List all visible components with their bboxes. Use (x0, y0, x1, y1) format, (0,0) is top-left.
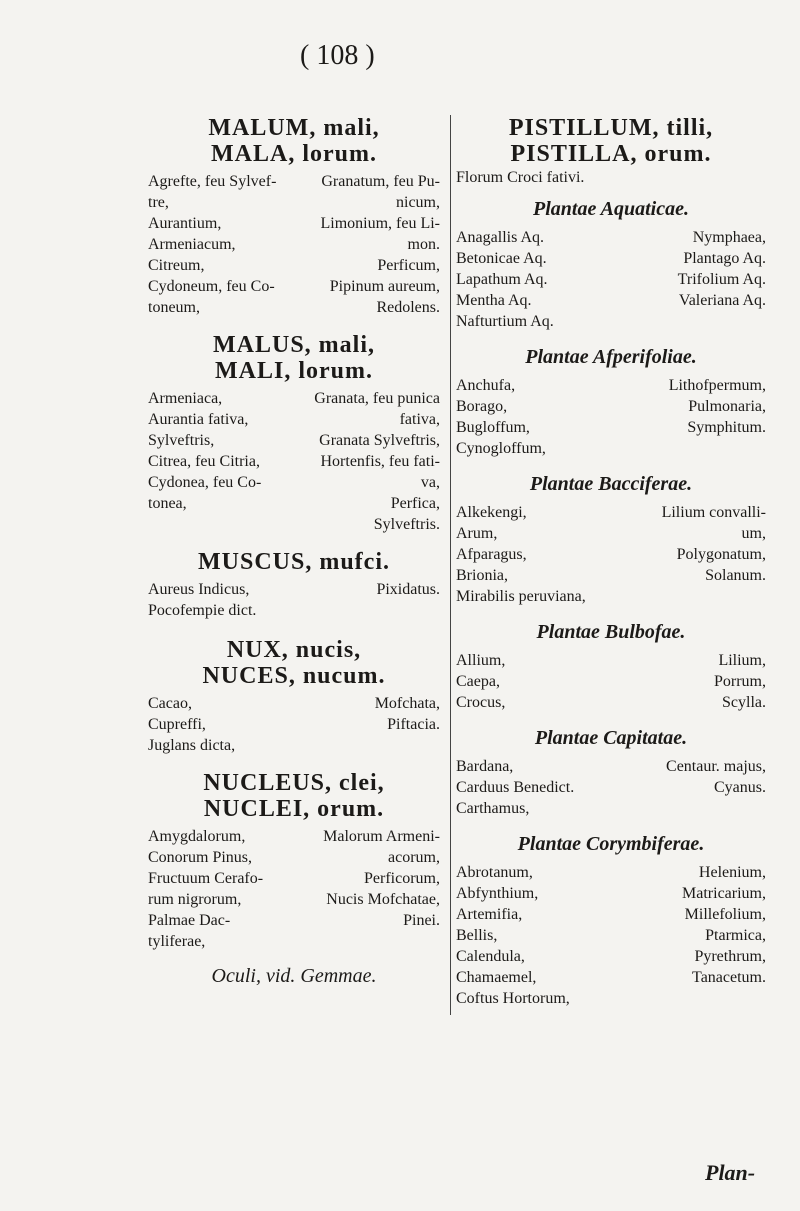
entry-left: Juglans dicta, (148, 737, 236, 754)
entry-row (456, 248, 766, 269)
page-number: ( 108 ) (300, 40, 375, 71)
entry-left: Abrotanum, (456, 864, 533, 881)
entry-left: Sylveftris, (148, 432, 215, 449)
entry-left: Conorum Pinus, (148, 849, 253, 866)
entry-row (148, 693, 440, 714)
entry-left: Alkekengi, (456, 504, 527, 521)
entry-left: Cupreffi, (148, 716, 206, 733)
entry-row (456, 988, 766, 1009)
entry-row (148, 276, 440, 297)
entry-list (148, 579, 440, 600)
entry-row (148, 472, 440, 493)
entry-left: toneum, (148, 299, 200, 316)
catchword: Plan- (705, 1160, 756, 1185)
entry-left: Caepa, (456, 673, 500, 690)
entry-left: Palmae Dac- (148, 912, 231, 929)
entry-left: Nafturtium Aq. (456, 313, 554, 330)
entry-right: Pipinum aureum, (329, 278, 440, 295)
entry-list (148, 693, 440, 756)
entry-left: Cacao, (148, 695, 192, 712)
entry-left: Crocus, (456, 694, 506, 711)
headword-plural-nucleus: NUCLEI, orum. (203, 796, 385, 822)
category-capitatae: Plantae Capitatae. (534, 727, 688, 749)
entry-row (456, 502, 766, 523)
entry-right: Mofchata, (374, 695, 440, 712)
headword-malus: MALUS, mali, (213, 332, 375, 358)
entry-left: Lapathum Aq. (456, 271, 548, 288)
entry-left: Mentha Aq. (456, 292, 532, 309)
entry-right: um, (741, 525, 766, 542)
entry-left: Anchufa, (456, 377, 516, 394)
entry-right: Lilium convalli- (661, 504, 766, 521)
entry-left: Carduus Benedict. (456, 779, 575, 796)
entry-left: Aurantium, (148, 215, 222, 232)
entry-right: Ptarmica, (705, 927, 766, 944)
entry-right: acorum, (388, 849, 440, 866)
entry-row (148, 388, 440, 409)
headword-plural-malum: MALA, lorum. (211, 141, 377, 167)
entry-row (148, 234, 440, 255)
headword-pistillum: PISTILLUM, tilli, (508, 115, 714, 141)
headword-malum: MALUM, mali, (208, 115, 380, 141)
entry-row (456, 692, 766, 713)
entry-row (148, 213, 440, 234)
entry-list (456, 862, 766, 1009)
entry-right: Piftacia. (387, 716, 440, 733)
entry-row (456, 671, 766, 692)
entry-left: Bardana, (456, 758, 514, 775)
entry-row (456, 883, 766, 904)
entry-row (456, 523, 766, 544)
entry-right: va, (420, 474, 440, 491)
category-bulbosae: Plantae Bulbofae. (536, 621, 686, 643)
entry-row (148, 430, 440, 451)
entry-left: Cydonea, feu Co- (148, 474, 262, 491)
entry-row (148, 826, 440, 847)
entry-right: Lilium, (718, 652, 766, 669)
headword-nucleus: NUCLEUS, clei, (203, 770, 385, 796)
entry-left: Artemifia, (456, 906, 523, 923)
entry-list (148, 388, 440, 535)
entry-left: Abfynthium, (456, 885, 539, 902)
entry-left: Carthamus, (456, 800, 530, 817)
entry-row (148, 192, 440, 213)
category-corymbiferae: Plantae Corymbiferae. (517, 833, 705, 855)
entry-right: Sylveftris. (373, 516, 440, 533)
entry-right: Centaur. majus, (666, 758, 766, 775)
entry-right: Perficum, (377, 257, 440, 274)
entry-right: mon. (407, 236, 440, 253)
entry-left: tonea, (148, 495, 187, 512)
entry-row (148, 714, 440, 735)
headword-plural-malus: MALI, lorum. (215, 358, 373, 384)
entry-row (148, 889, 440, 910)
entry-right: Granata, feu punica (314, 390, 440, 407)
entry-left: Armeniaca, (148, 390, 223, 407)
entry-right: Cyanus. (714, 779, 766, 796)
entry-left: Amygdalorum, (148, 828, 246, 845)
entry-row (456, 290, 766, 311)
entry-right: Trifolium Aq. (677, 271, 766, 288)
entry-left: Borago, (456, 398, 508, 415)
entry-row (148, 171, 440, 192)
entry-right: Matricarium, (682, 885, 766, 902)
entry-row (456, 925, 766, 946)
category-aquaticae: Plantae Aquaticae. (533, 198, 689, 220)
entry-left: Arum, (456, 525, 498, 542)
entry-row (148, 514, 440, 535)
entry-row (148, 868, 440, 889)
entry-left: Aurantia fativa, (148, 411, 249, 428)
entry-left: Allium, (456, 652, 506, 669)
headword-nux: NUX, nucis, (226, 637, 362, 663)
entry-row (456, 311, 766, 332)
entry-row (148, 735, 440, 756)
entry-row (456, 586, 766, 607)
entry-row (148, 255, 440, 276)
entry-list (456, 502, 766, 607)
right-column (450, 115, 766, 1015)
entry-left: Coftus Hortorum, (456, 990, 570, 1007)
entry-row (456, 565, 766, 586)
headword-plural-nux: NUCES, nucum. (202, 663, 386, 689)
pistillum-line: Florum Croci fativi. (456, 169, 585, 186)
entry-right: Nucis Mofchatae, (326, 891, 440, 908)
entry-list (148, 826, 440, 952)
entry-row (148, 931, 440, 952)
entry-row (148, 451, 440, 472)
entry-left: Afparagus, (456, 546, 527, 563)
entry-right: fativa, (399, 411, 440, 428)
entry-row (456, 756, 766, 777)
entry-right: Plantago Aq. (683, 250, 766, 267)
entry-right: nicum, (396, 194, 440, 211)
entry-right: Tanacetum. (692, 969, 766, 986)
entry-right: Perficorum, (364, 870, 440, 887)
category-bacciferae: Plantae Bacciferae. (529, 473, 693, 495)
entry-row (456, 375, 766, 396)
entry-right: Lithofpermum, (668, 377, 766, 394)
entry-left: Citreum, (148, 257, 205, 274)
category-asperifoliae: Plantae Afperifoliae. (525, 346, 697, 368)
entry-row (456, 417, 766, 438)
entry-right: Redolens. (376, 299, 440, 316)
entry-row (148, 493, 440, 514)
entry-right: Hortenfis, feu fati- (320, 453, 440, 470)
entry-row (456, 967, 766, 988)
entry-left: Agrefte, feu Sylvef- (148, 173, 277, 190)
entry-right: Pulmonaria, (688, 398, 766, 415)
entry-left: Chamaemel, (456, 969, 537, 986)
entry-row (456, 777, 766, 798)
entry-right: Polygonatum, (676, 546, 766, 563)
entry-list (456, 756, 766, 819)
entry-row (456, 904, 766, 925)
entry-left: rum nigrorum, (148, 891, 242, 908)
entry-list (148, 171, 440, 318)
entry-right: Granata Sylveftris, (319, 432, 440, 449)
muscus-line: Pocofempie dict. (148, 602, 257, 619)
entry-row (148, 297, 440, 318)
entry-left: Bugloffum, (456, 419, 530, 436)
entry-left: Citrea, feu Citria, (148, 453, 260, 470)
entry-left: Mirabilis peruviana, (456, 588, 586, 605)
entry-right: Pyrethrum, (694, 948, 766, 965)
entry-right: Porrum, (714, 673, 766, 690)
entry-row (456, 650, 766, 671)
entry-row (456, 544, 766, 565)
entry-right: Perfica, (390, 495, 440, 512)
entry-right: Pixidatus. (376, 581, 440, 598)
entry-left: tre, (148, 194, 169, 211)
entry-right: Symphitum. (687, 419, 766, 436)
entry-left: Armeniacum, (148, 236, 236, 253)
entry-row (148, 579, 440, 600)
entry-row (456, 438, 766, 459)
entry-left: Cydoneum, feu Co- (148, 278, 275, 295)
entry-right: Limonium, feu Li- (320, 215, 440, 232)
entry-left: Fructuum Cerafo- (148, 870, 264, 887)
entry-left: Calendula, (456, 948, 525, 965)
entry-right: Pinei. (403, 912, 440, 929)
entry-right: Nymphaea, (692, 229, 766, 246)
entry-right: Scylla. (722, 694, 766, 711)
entry-left: Anagallis Aq. (456, 229, 544, 246)
entry-row (456, 946, 766, 967)
oculi-reference: Oculi, vid. Gemmae. (211, 965, 377, 987)
entry-row (456, 798, 766, 819)
entry-list (456, 375, 766, 459)
entry-row (456, 396, 766, 417)
entry-right: Solanum. (705, 567, 766, 584)
entry-left: Betonicae Aq. (456, 250, 547, 267)
entry-right: Malorum Armeni- (323, 828, 440, 845)
entry-row (148, 910, 440, 931)
entry-left: Aureus Indicus, (148, 581, 250, 598)
entry-row (456, 862, 766, 883)
entry-right: Granatum, feu Pu- (321, 173, 440, 190)
entry-left: Cynogloffum, (456, 440, 546, 457)
entry-row (148, 847, 440, 868)
entry-left: Bellis, (456, 927, 498, 944)
entry-right: Helenium, (698, 864, 766, 881)
entry-list (456, 650, 766, 713)
entry-right: Millefolium, (684, 906, 766, 923)
entry-right: Valeriana Aq. (678, 292, 766, 309)
entry-left: Brionia, (456, 567, 508, 584)
entry-list (456, 227, 766, 332)
entry-row (456, 269, 766, 290)
entry-row (148, 409, 440, 430)
entry-row (456, 227, 766, 248)
headword-plural-pistillum: PISTILLA, orum. (510, 141, 712, 167)
headword-muscus: MUSCUS, mufci. (198, 549, 390, 575)
left-column (148, 115, 440, 987)
entry-left: tyliferae, (148, 933, 206, 950)
